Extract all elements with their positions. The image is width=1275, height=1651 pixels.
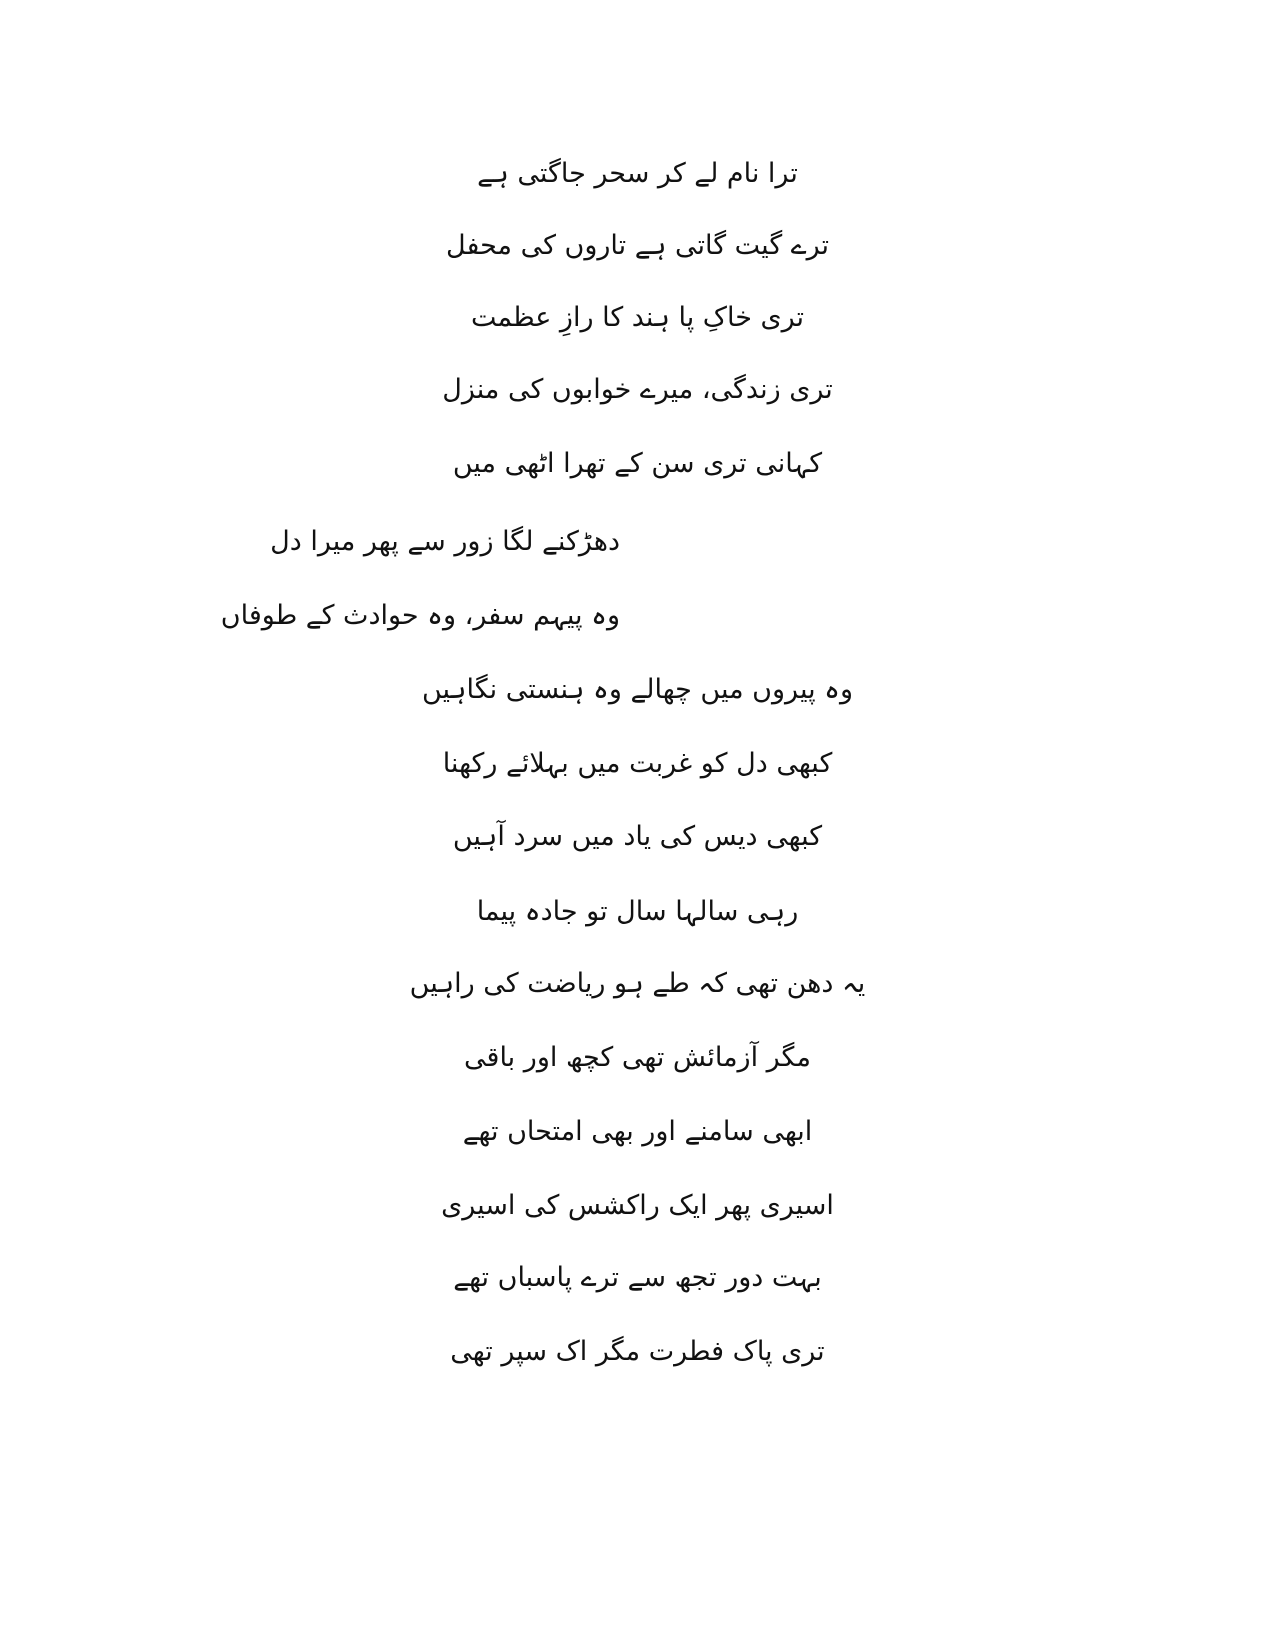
poem-line-2: ترے گیت گاتی ہے تاروں کی محفل bbox=[446, 230, 829, 261]
poem-line-14: ابھی سامنے اور بھی امتحاں تھے bbox=[462, 1116, 813, 1147]
poem-line-9: کبھی دل کو غربت میں بہلائے رکھنا bbox=[442, 748, 833, 779]
poem-line-4: تری زندگی، میرے خوابوں کی منزل bbox=[442, 374, 833, 405]
poem-line-16: بہت دور تجھ سے ترے پاسباں تھے bbox=[453, 1262, 822, 1293]
poem-line-17: تری پاک فطرت مگر اک سپر تھی bbox=[450, 1336, 825, 1367]
poem-line-7: وہ پیہم سفر، وہ حوادث کے طوفاں bbox=[220, 600, 620, 631]
poem-line-11: رہی سالہا سال تو جادہ پیما bbox=[476, 896, 799, 927]
poem-line-5: کہانی تری سن کے تھرا اٹھی میں bbox=[452, 448, 823, 479]
poem-line-15: اسیری پھر ایک راکشس کی اسیری bbox=[441, 1190, 834, 1221]
poem-line-1: ترا نام لے کر سحر جاگتی ہے bbox=[477, 158, 798, 189]
poem-line-12: یہ دھن تھی کہ طے ہو ریاضت کی راہیں bbox=[409, 968, 866, 999]
poem-line-3: تری خاکِ پا ہند کا رازِ عظمت bbox=[470, 302, 805, 333]
poem-line-8: وہ پیروں میں چھالے وہ ہنستی نگاہیں bbox=[421, 674, 854, 705]
poem-line-13: مگر آزمائش تھی کچھ اور باقی bbox=[464, 1042, 811, 1073]
poem-line-6: دھڑکنے لگا زور سے پھر میرا دل bbox=[270, 526, 620, 557]
poem-line-10: کبھی دیس کی یاد میں سرد آہیں bbox=[452, 821, 823, 852]
